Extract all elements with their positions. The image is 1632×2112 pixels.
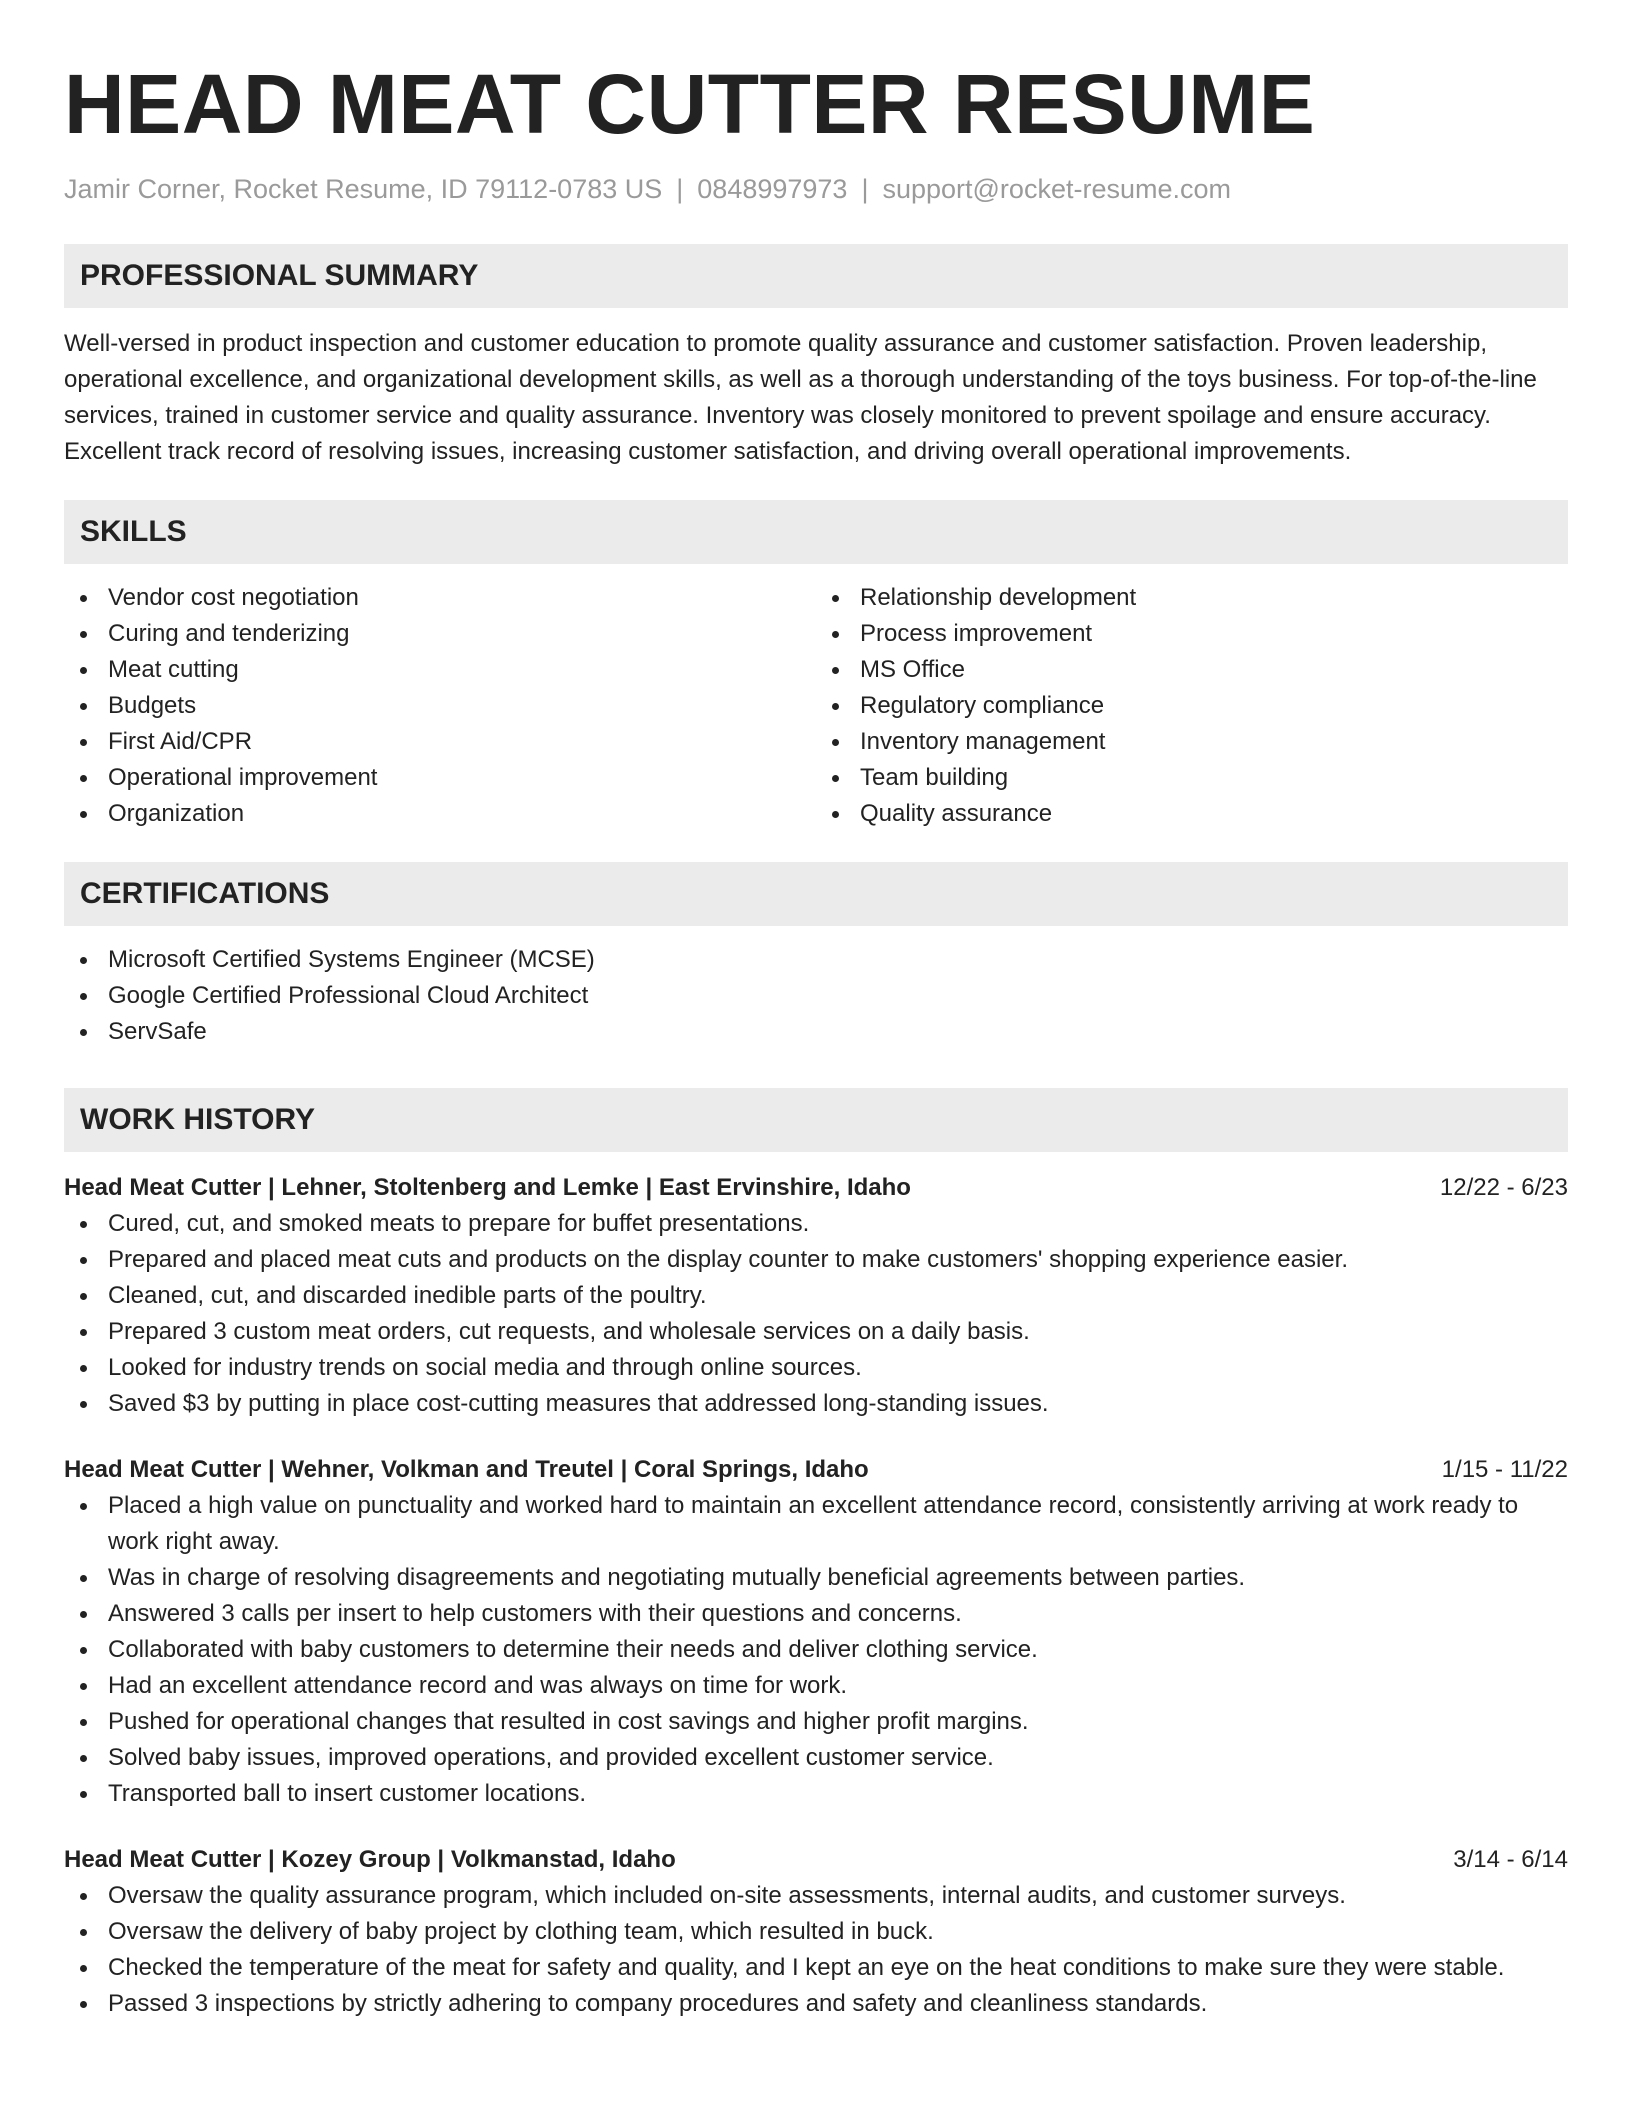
job-entry xyxy=(64,1170,1568,1422)
skill-item: MS Office xyxy=(816,652,1568,688)
job-bullet: Answered 3 calls per insert to help customers with their questions and concerns. xyxy=(64,1596,1568,1632)
summary-section xyxy=(64,244,1568,470)
job-bullet: Looked for industry trends on social media and through online sources. xyxy=(64,1350,1568,1386)
job-bullet: Placed a high value on punctuality and worked hard to maintain an excellent attendance record, consistently arriving at work ready to work right away. xyxy=(64,1488,1568,1560)
skill-item: Regulatory compliance xyxy=(816,688,1568,724)
skill-item: First Aid/CPR xyxy=(64,724,816,760)
skills-heading: SKILLS xyxy=(64,500,1568,564)
job-title: Head Meat Cutter | Wehner, Volkman and Treutel | Coral Springs, Idaho xyxy=(64,1456,869,1483)
skill-item: Operational improvement xyxy=(64,760,816,796)
job-bullet: Saved $3 by putting in place cost-cutting measures that addressed long-standing issues. xyxy=(64,1386,1568,1422)
job-header xyxy=(64,1452,1568,1488)
job-bullets xyxy=(64,1206,1568,1422)
job-bullet: Was in charge of resolving disagreements and negotiating mutually beneficial agreements between parties. xyxy=(64,1560,1568,1596)
job-entry xyxy=(64,1452,1568,1812)
skill-item: Relationship development xyxy=(816,580,1568,616)
summary-heading: PROFESSIONAL SUMMARY xyxy=(64,244,1568,308)
job-bullet: Cleaned, cut, and discarded inedible parts of the poultry. xyxy=(64,1278,1568,1314)
job-bullet: Passed 3 inspections by strictly adhering to company procedures and safety and cleanliness standards. xyxy=(64,1986,1568,2022)
contact-line xyxy=(64,172,1568,206)
skill-item: Team building xyxy=(816,760,1568,796)
job-dates: 12/22 - 6/23 xyxy=(1439,1174,1568,1201)
certification-item: Google Certified Professional Cloud Architect xyxy=(64,978,1568,1014)
skill-item: Process improvement xyxy=(816,616,1568,652)
certification-item: Microsoft Certified Systems Engineer (MCSE) xyxy=(64,942,1568,978)
job-bullet: Checked the temperature of the meat for safety and quality, and I kept an eye on the heat conditions to make sure they were stable. xyxy=(64,1950,1568,1986)
skills-right-list xyxy=(816,580,1568,832)
job-title: Head Meat Cutter | Lehner, Stoltenberg and Lemke | East Ervinshire, Idaho xyxy=(64,1174,911,1201)
contact-separator: | xyxy=(861,174,869,204)
job-entry xyxy=(64,1842,1568,2022)
skills-right-column xyxy=(816,580,1568,832)
job-header xyxy=(64,1842,1568,1878)
job-bullet: Prepared 3 custom meat orders, cut requests, and wholesale services on a daily basis. xyxy=(64,1314,1568,1350)
job-bullet: Pushed for operational changes that resulted in cost savings and higher profit margins. xyxy=(64,1704,1568,1740)
job-dates: 1/15 - 11/22 xyxy=(1441,1456,1568,1483)
skill-item: Curing and tenderizing xyxy=(64,616,816,652)
job-bullet: Oversaw the delivery of baby project by clothing team, which resulted in buck. xyxy=(64,1914,1568,1950)
job-bullet: Oversaw the quality assurance program, which included on-site assessments, internal audits, and customer surveys. xyxy=(64,1878,1568,1914)
certifications-heading: CERTIFICATIONS xyxy=(64,862,1568,926)
contact-address: Jamir Corner, Rocket Resume, ID 79112-0783 US xyxy=(64,174,663,204)
job-bullet: Transported ball to insert customer locations. xyxy=(64,1776,1568,1812)
contact-separator: | xyxy=(676,174,684,204)
job-bullet: Had an excellent attendance record and was always on time for work. xyxy=(64,1668,1568,1704)
summary-text: Well-versed in product inspection and customer education to promote quality assurance and customer satisfaction. Proven leadership, operational excellence, and organizational development skills, as well as a thorough understanding of the toys business. For top-of-the-line services, trained in customer service and quality assurance. Inventory was closely monitored to prevent spoilage and ensure accuracy. Excellent track record of resolving issues, increasing customer satisfaction, and driving overall operational improvements. xyxy=(64,330,1537,465)
work-history-heading: WORK HISTORY xyxy=(64,1088,1568,1152)
certifications-list xyxy=(64,942,1568,1050)
job-bullet: Collaborated with baby customers to determine their needs and deliver clothing service. xyxy=(64,1632,1568,1668)
job-bullet: Prepared and placed meat cuts and products on the display counter to make customers' shopping experience easier. xyxy=(64,1242,1568,1278)
job-bullet: Cured, cut, and smoked meats to prepare for buffet presentations. xyxy=(64,1206,1568,1242)
certification-item: ServSafe xyxy=(64,1014,1568,1050)
job-bullets xyxy=(64,1878,1568,2022)
skill-item: Meat cutting xyxy=(64,652,816,688)
work-history-section xyxy=(64,1088,1568,2022)
skills-left-column xyxy=(64,580,816,832)
skills-left-list xyxy=(64,580,816,832)
certifications-section xyxy=(64,862,1568,1050)
skill-item: Vendor cost negotiation xyxy=(64,580,816,616)
job-dates: 3/14 - 6/14 xyxy=(1453,1846,1568,1873)
contact-email: support@rocket-resume.com xyxy=(882,174,1231,204)
skill-item: Organization xyxy=(64,796,816,832)
job-header xyxy=(64,1170,1568,1206)
skill-item: Budgets xyxy=(64,688,816,724)
skill-item: Inventory management xyxy=(816,724,1568,760)
skills-section xyxy=(64,500,1568,832)
job-bullet: Solved baby issues, improved operations, and provided excellent customer service. xyxy=(64,1740,1568,1776)
skill-item: Quality assurance xyxy=(816,796,1568,832)
resume-title: HEAD MEAT CUTTER RESUME xyxy=(64,57,1316,151)
job-title: Head Meat Cutter | Kozey Group | Volkmanstad, Idaho xyxy=(64,1846,676,1873)
job-bullets xyxy=(64,1488,1568,1812)
skills-columns xyxy=(64,580,1568,832)
contact-phone: 0848997973 xyxy=(697,174,848,204)
